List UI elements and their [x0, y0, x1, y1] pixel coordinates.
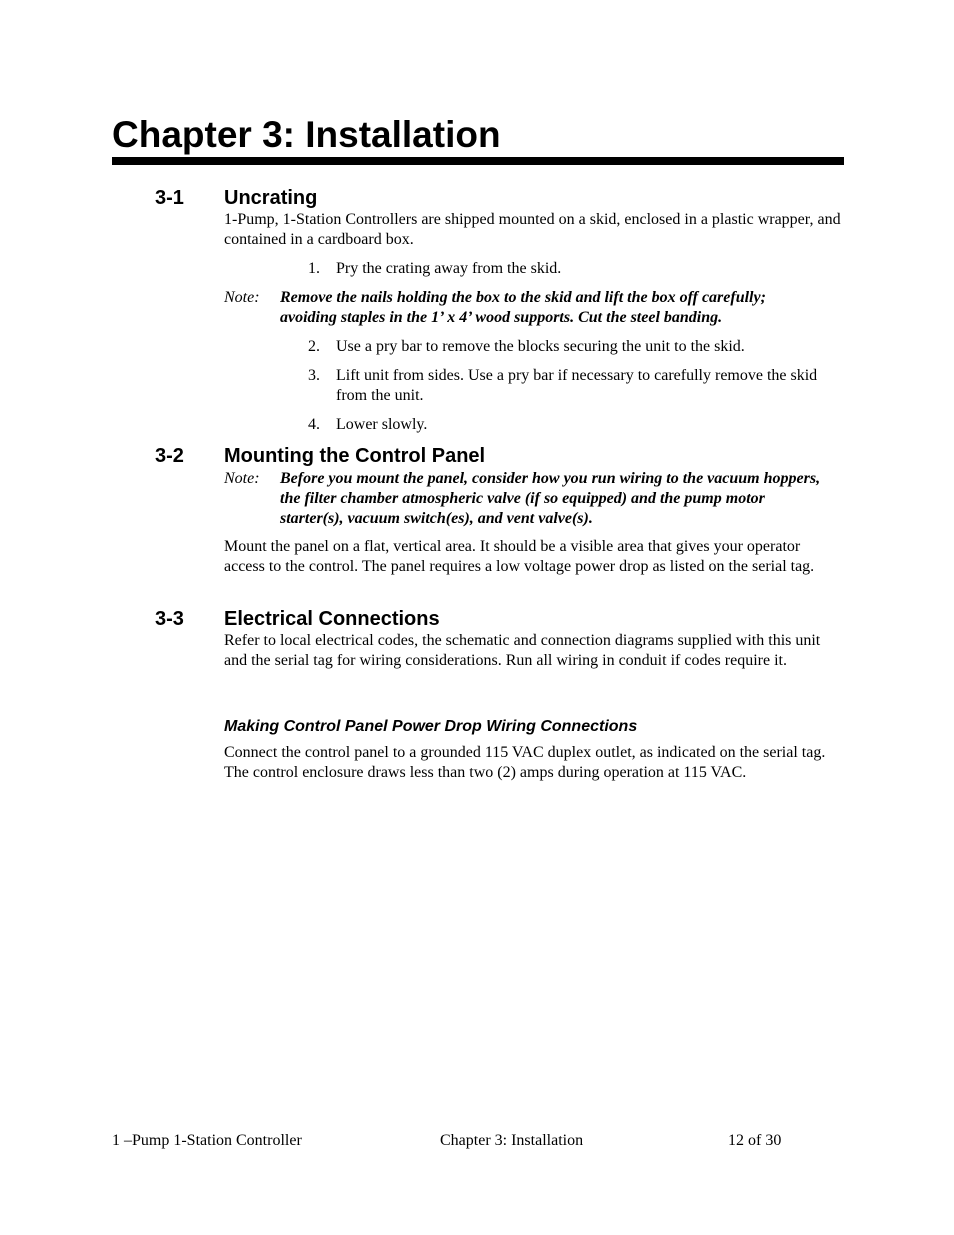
- power-drop-body: Connect the control panel to a grounded 115 VAC duplex outlet, as indicated on the serial tag. The control enclosure draws less than two (2) amps during operation at 115 VAC.: [224, 744, 826, 781]
- section-number-3-2: 3-2: [155, 445, 184, 467]
- section-number-3-3: 3-3: [155, 608, 184, 630]
- list-item-text: Lower slowly.: [336, 416, 428, 433]
- list-item-number: 2.: [308, 338, 320, 355]
- section-title-mounting: Mounting the Control Panel: [224, 445, 486, 467]
- list-item-text: Pry the crating away from the skid.: [336, 260, 562, 277]
- section-title-uncrating: Uncrating: [224, 187, 318, 209]
- subheading-power-drop: Making Control Panel Power Drop Wiring Connections: [224, 718, 638, 735]
- section-number-3-1: 3-1: [155, 187, 184, 209]
- footer-page-number: 12 of 30: [728, 1132, 782, 1149]
- footer-document-title: 1 –Pump 1-Station Controller: [112, 1132, 302, 1149]
- list-item-text: Lift unit from sides. Use a pry bar if necessary to carefully remove the skid from the unit.: [336, 367, 818, 404]
- list-item-number: 3.: [308, 367, 320, 384]
- footer-chapter: Chapter 3: Installation: [440, 1132, 584, 1149]
- mounting-body: Mount the panel on a flat, vertical area. It should be a visible area that gives your operator access to the control. The panel requires a low voltage power drop as listed on the serial tag.: [224, 538, 815, 575]
- electrical-body: Refer to local electrical codes, the schematic and connection diagrams supplied with this unit and the serial tag for wiring considerations. Run all wiring in conduit if codes require it.: [224, 632, 821, 669]
- uncrating-note: Remove the nails holding the box to the skid and lift the box off carefully; avoiding staples in the 1’ x 4’ wood supports. Cut the steel banding.: [280, 289, 766, 326]
- note-label: Note:: [224, 470, 260, 487]
- chapter-title: Chapter 3: Installation: [112, 114, 501, 155]
- uncrating-intro: 1-Pump, 1-Station Controllers are shipped mounted on a skid, enclosed in a plastic wrapper, and contained in a cardboard box.: [224, 211, 841, 248]
- list-item-text: Use a pry bar to remove the blocks securing the unit to the skid.: [336, 338, 745, 355]
- list-item-number: 1.: [308, 260, 320, 277]
- list-item-number: 4.: [308, 416, 320, 433]
- note-label: Note:: [224, 289, 260, 306]
- chapter-title-rule: [112, 157, 844, 165]
- mounting-note: Before you mount the panel, consider how you run wiring to the vacuum hoppers, the filter chamber atmospheric valve (if so equipped) and the pump motor starter(s), vacuum switch(es), and vent valve(s).: [280, 470, 821, 527]
- section-title-electrical: Electrical Connections: [224, 608, 440, 630]
